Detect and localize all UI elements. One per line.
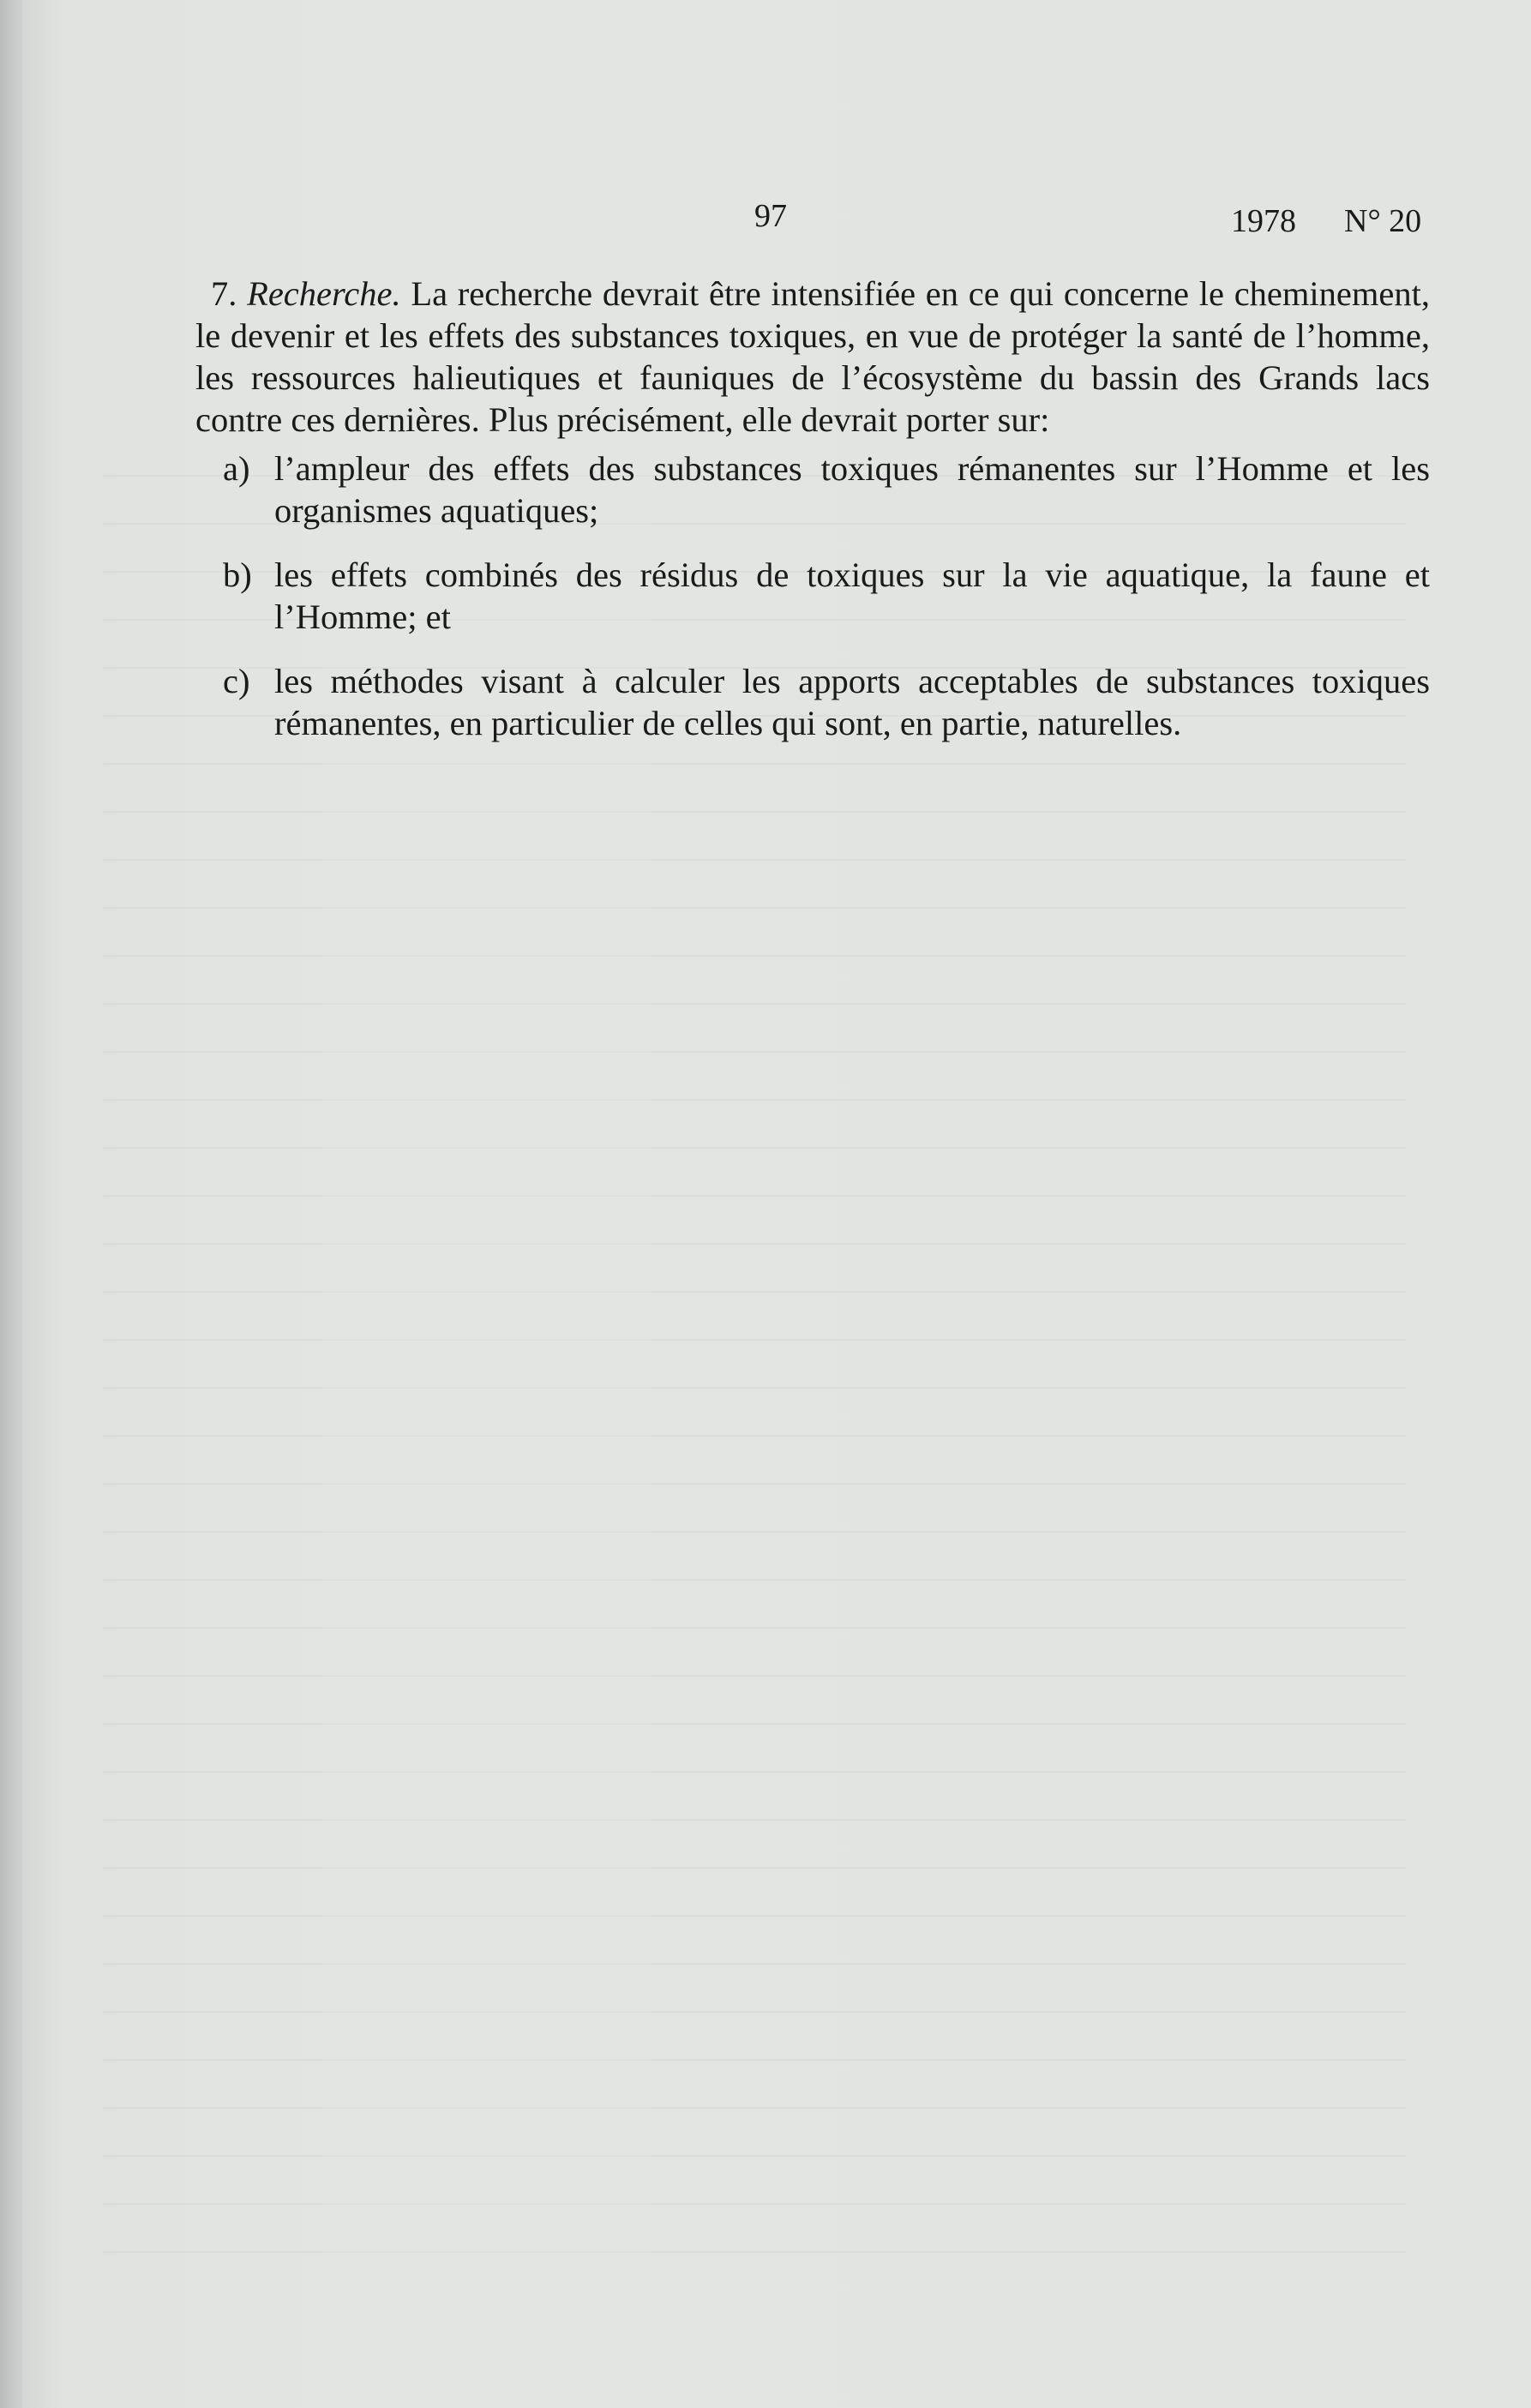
header-issue-number: N° 20 (1344, 203, 1422, 239)
binding-gutter (0, 0, 22, 2408)
section-content (195, 273, 1430, 766)
list-item-text: les effets combinés des résidus de toxiques sur la vie aquatique, la faune et l’Homme; et (274, 555, 1430, 636)
section-number: 7. (211, 274, 237, 313)
page-header (0, 189, 1531, 240)
list-item-label: c) (223, 662, 250, 700)
page-number: 97 (754, 198, 787, 234)
list-item-label: b) (223, 555, 252, 594)
list-item-a (195, 447, 1430, 531)
list-item-text: les méthodes visant à calculer les apports acceptables de substances toxiques rémanentes, en particulier de celles qui sont, en partie, naturelles. (274, 662, 1430, 742)
header-year: 1978 (1231, 203, 1296, 239)
list-item-text: l’ampleur des effets des substances toxiques rémanentes sur l’Homme et les organismes aquatiques; (274, 449, 1430, 530)
section-title: Recherche. (247, 274, 401, 313)
section-intro: La recherche devrait être intensifiée en ce qui concerne le cheminement, le devenir et les effets des substances toxiques, en vue de protéger la santé de l’homme, les ressources halieutiques et fauniques de l’écosystème du bassin des Grands lacs contre ces dernières. Plus précisément, elle devrait porter sur: (195, 274, 1430, 439)
section-paragraph (195, 273, 1430, 441)
list-item-label: a) (223, 449, 250, 488)
list-item-c (195, 660, 1430, 744)
list-item-b (195, 554, 1430, 638)
